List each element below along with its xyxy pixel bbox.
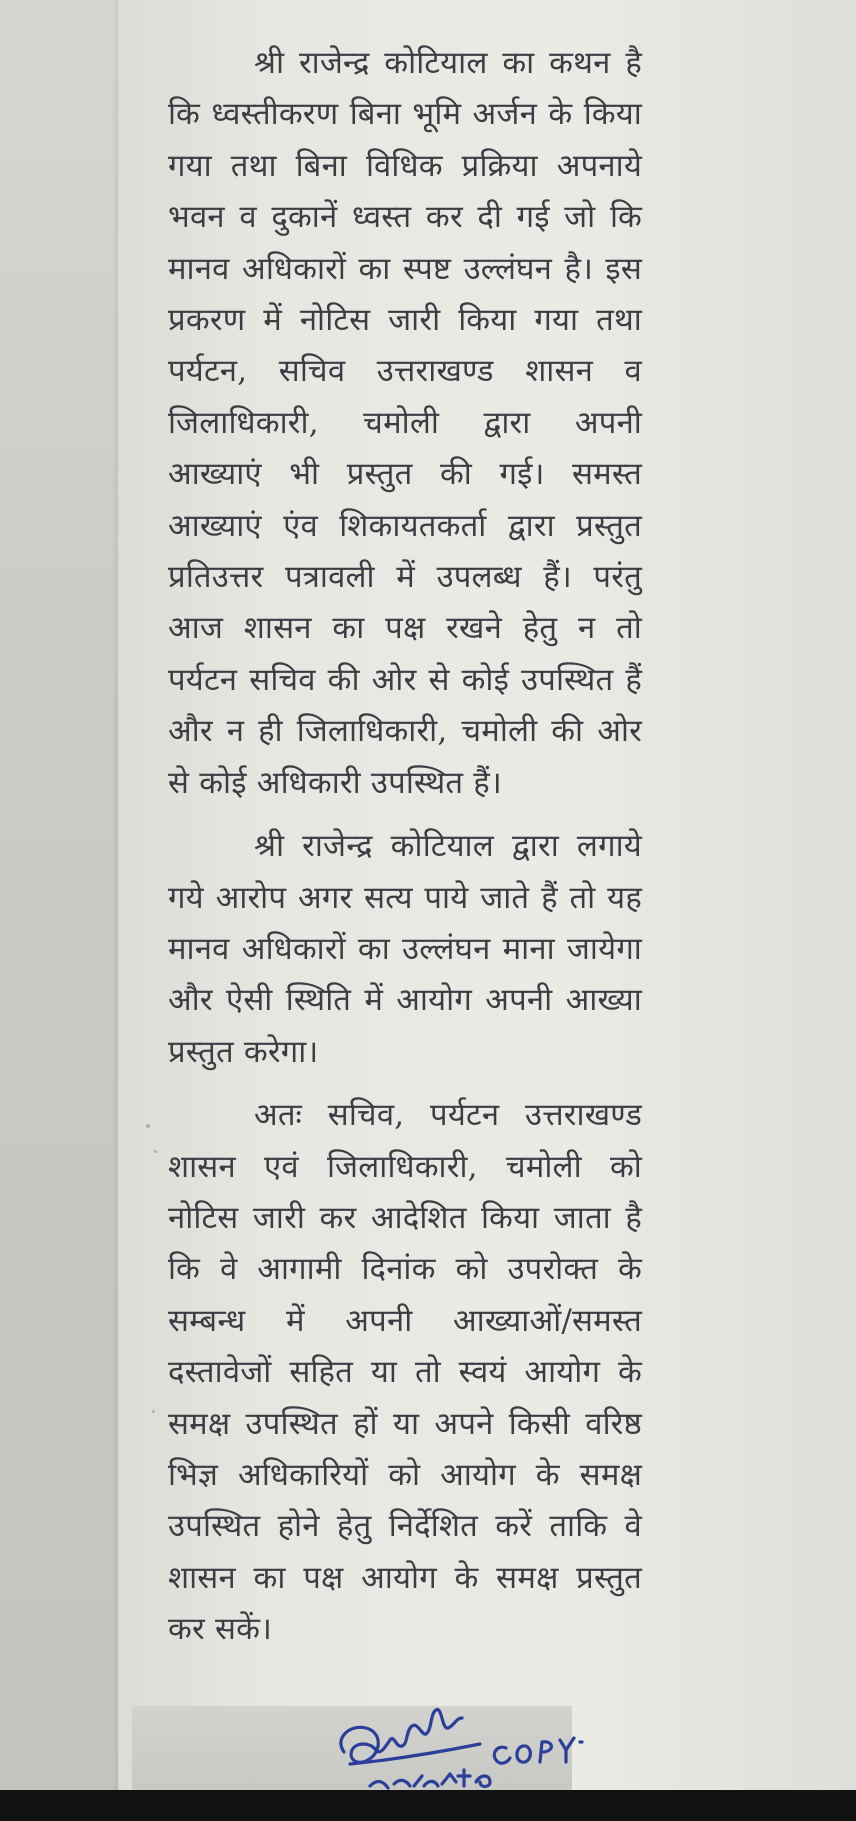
paragraph-order: अतः सचिव, पर्यटन उत्तराखण्ड शासन एवं जिलाधिकारी, चमोली को नोटिस जारी कर आदेशित किया जाता है कि वे आगामी दिनांक को उपरोक्त के सम्बन्ध में अपनी आख्याओं/समस्त दस्तावेजों सहित या तो स्वयं आयोग के समक्ष उपस्थित हों या अपने किसी वरिष्ठ भिज्ञ अधिकारियों को आयोग के समक्ष उपस्थित होने हेतु निर्देशित करें ताकि वे शासन का पक्ष आयोग के समक्ष प्रस्तुत कर सकें। xyxy=(168,1097,642,1648)
paragraph-complaint: श्री राजेन्द्र कोटियाल का कथन है कि ध्वस्तीकरण बिना भूमि अर्जन के किया गया तथा बिना विधिक प्रक्रिया अपनाये भवन व दुकानें ध्वस्त कर दी गई जो कि मानव अधिकारों का स्पष्ट उल्लंघन है। इस प्रकरण में नोटिस जारी किया गया तथा पर्यटन, सचिव उत्तराखण्ड शासन व जिलाधिकारी, चमोली द्वारा अपनी आख्याएं भी प्रस्तुत की गई। समस्त आख्याएं एंव शिकायतकर्ता द्वारा प्रस्तुत प्रतिउत्तर पत्रावली में उपलब्ध हैं। परंतु आज शासन का पक्ष रखने हेतु न तो पर्यटन सचिव की ओर से कोई उपस्थित हैं और न ही जिलाधिकारी, चमोली की ओर से कोई अधिकारी उपस्थित हैं। xyxy=(168,45,642,801)
signature-stamp-graphic xyxy=(330,1690,630,1800)
paper-speck xyxy=(154,1150,157,1153)
paragraph-allegation: श्री राजेन्द्र कोटियाल द्वारा लगाये गये आरोप अगर सत्य पाये जाते हैं तो यह मानव अधिकारों का उल्लंघन माना जायेगा और ऐसी स्थिति में आयोग अपनी आख्या प्रस्तुत करेगा। xyxy=(168,828,642,1070)
document-body xyxy=(168,38,642,1668)
bottom-black-band xyxy=(0,1790,856,1821)
paper-speck xyxy=(146,1124,150,1128)
paper-speck xyxy=(152,1410,155,1413)
